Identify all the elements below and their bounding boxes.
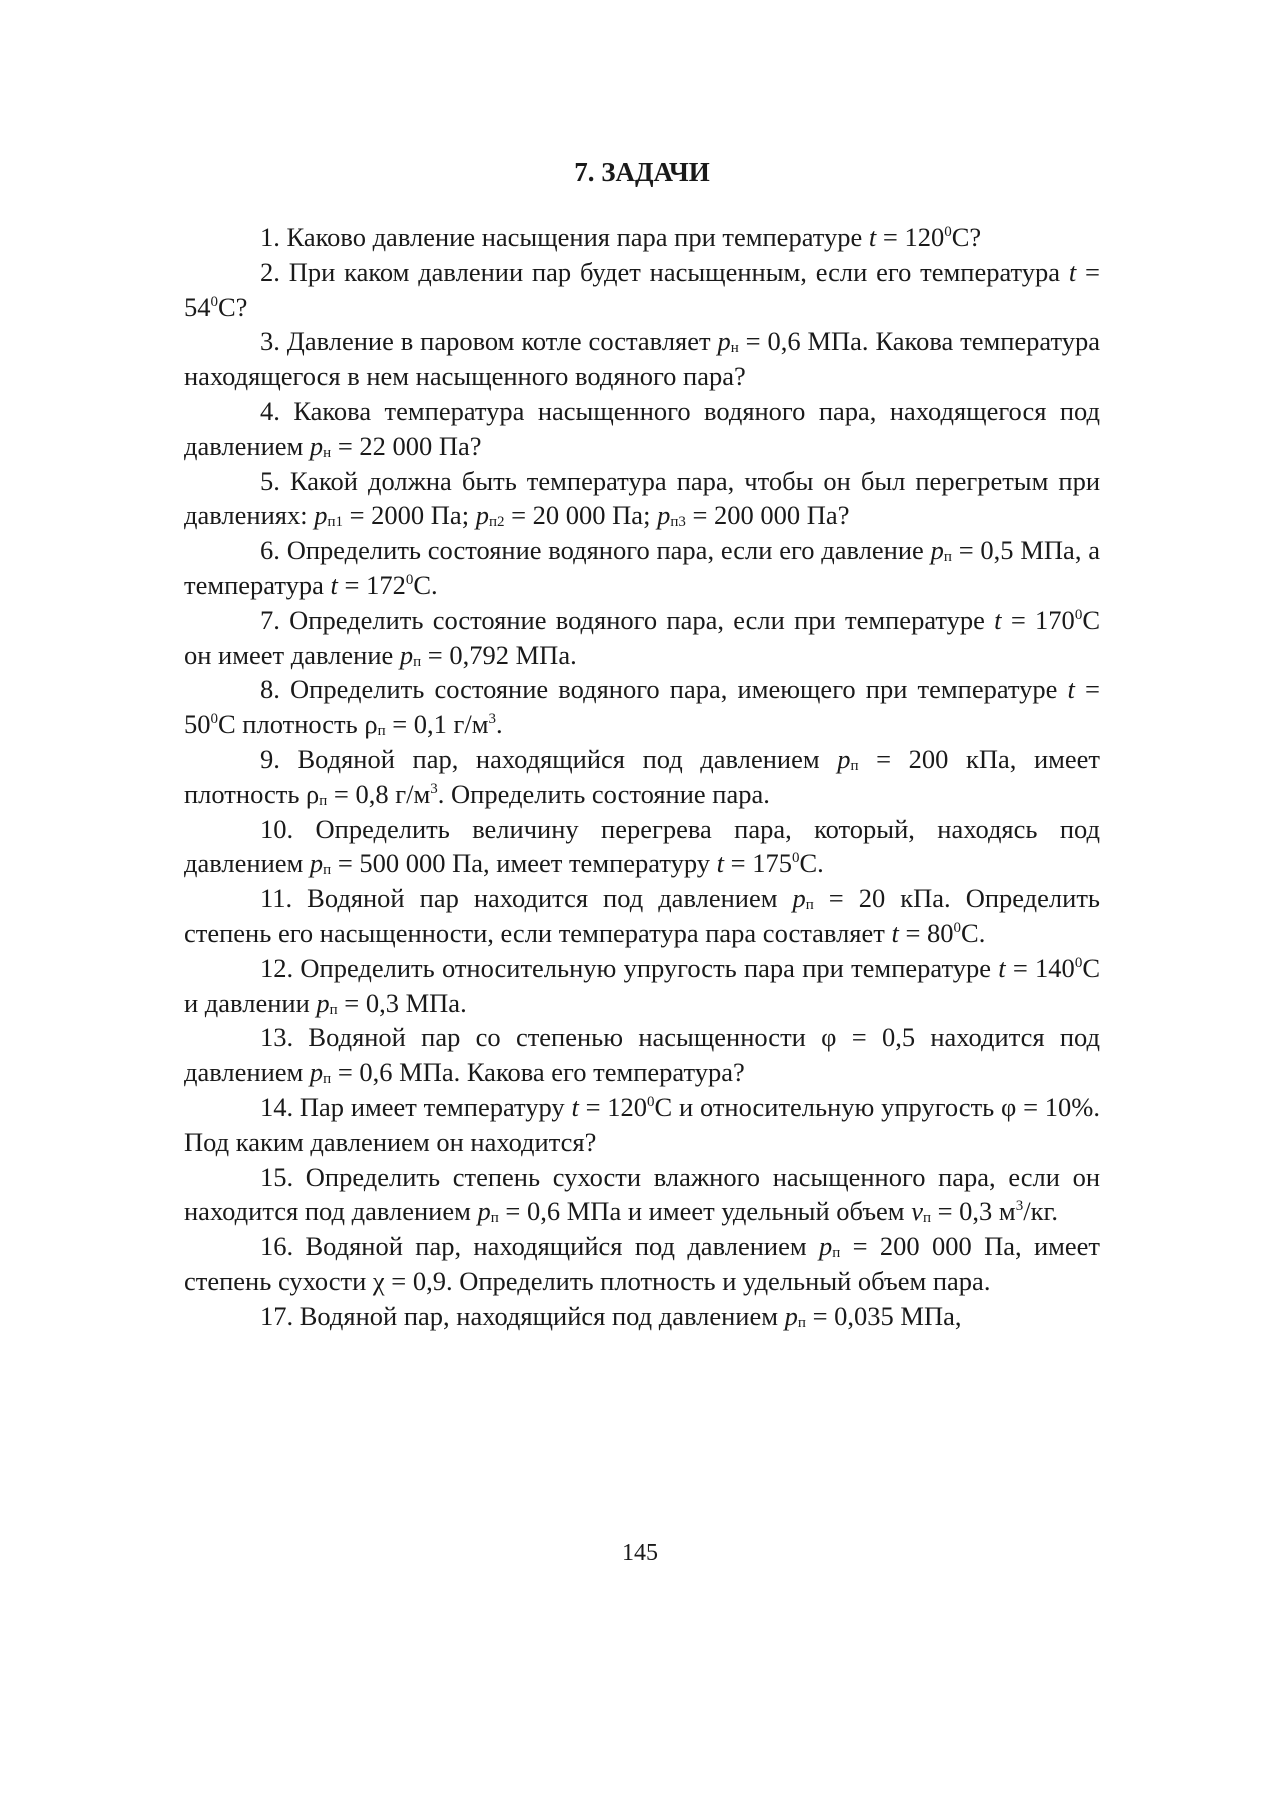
problem-number: 5. (260, 465, 280, 496)
problem-text: Какова температура насыщенного водяного пара, находящегося под давлением $p_н = 22$ 000 Па? (184, 395, 1100, 461)
problem-number: 15. (260, 1161, 294, 1192)
problem-text: Определить состояние водяного пара, имеющего при температуре $t = 50^0С$ плотность $\rho_п = 0,1$ $г/м^3$. (184, 674, 1100, 740)
problem-item-10 (184, 812, 1100, 882)
problem-text: Давление в паровом котле составляет $p_н = 0,6$ МПа. Какова температура находящегося в нем насыщенного водяного пара? (184, 326, 1100, 392)
problem-item-16 (184, 1229, 1100, 1299)
problem-text: Водяной пар, находящийся под давлением $p_п = 200$ 000 Па, имеет степень сухости χ = 0,9. Определить плотность и удельный объем пара. (184, 1231, 1100, 1296)
problem-number: 10. (260, 813, 294, 844)
problem-text: Водяной пар со степенью насыщенности φ = 0,5 находится под давлением $p_п = 0,6$ МПа. Какова его температура? (184, 1022, 1100, 1088)
problem-number: 12. (260, 952, 294, 983)
problem-number: 6. (260, 535, 280, 566)
problem-text: При каком давлении пар будет насыщенным, если его температура $t = 54^0С$? (184, 256, 1100, 322)
problem-text: Определить состояние водяного пара, если его давление $p_п = 0,5$ МПа, а температура $t = 172^0С$. (184, 535, 1101, 600)
problem-text: Водяной пар, находящийся под давлением $p_п = 200$ кПа, имеет плотность $\rho_п = 0,8$ $г/м^3$. Определить состояние пара. (184, 743, 1100, 809)
problem-text: Каково давление насыщения пара при температуре $t = 120^0С$? (286, 222, 982, 252)
problem-number: 2. (260, 256, 280, 287)
problem-list (184, 220, 1100, 1334)
problem-item-13 (184, 1020, 1100, 1090)
problem-text: Водяной пар, находящийся под давлением $p_п = 0,035$ МПа, (299, 1300, 962, 1331)
problem-item-3 (184, 324, 1100, 394)
problem-item-5 (184, 464, 1100, 534)
page-title: 7. ЗАДАЧИ (574, 157, 710, 187)
problem-number: 16. (260, 1231, 294, 1262)
problem-text: Определить состояние водяного пара, если при температуре $t = 170^0С$ он имеет давление $p_п = 0,792$ МПа. (184, 604, 1100, 670)
problem-item-12 (184, 951, 1100, 1021)
problem-text: Какой должна быть температура пара, чтобы он был перегретым при давлениях: $p_{п1} = 2000$ Па; $p_{п2} = 20$ 000 Па; $p_{п3} = 200$ 000 Па? (184, 465, 1100, 531)
problem-item-15 (184, 1160, 1100, 1230)
problem-item-7 (184, 603, 1100, 673)
problem-item-6 (184, 533, 1100, 603)
problem-number: 7. (260, 604, 280, 635)
problem-number: 11. (260, 883, 293, 914)
problem-text: Водяной пар находится под давлением $p_п = 20$ кПа. Определить степень его насыщенности, если температура пара составляет $t = 80^0С$. (184, 883, 1100, 948)
problem-item-17 (184, 1299, 1100, 1334)
problem-text: Пар имеет температуру $t = 120^0С$ и относительную упругость φ = 10%. Под каким давлением он находится? (184, 1091, 1100, 1157)
problem-item-9 (184, 742, 1100, 812)
problem-text: Определить степень сухости влажного насыщенного пара, если он находится под давлением $p_п = 0,6$ МПа и имеет удельный объем $v_п = 0,3$ $м^3/кг$. (184, 1161, 1101, 1227)
problem-number: 4. (260, 395, 280, 426)
problem-text: Определить величину перегрева пара, который, находясь под давлением $p_п = 500$ 000 Па, имеет температуру $t = 175^0С$. (184, 813, 1100, 879)
problem-item-2 (184, 255, 1100, 325)
problem-item-4 (184, 394, 1100, 464)
problem-item-14 (184, 1090, 1100, 1160)
problem-text: Определить относительную упругость пара при температуре $t = 140^0С$ и давлении $p_п = 0,3$ МПа. (184, 952, 1100, 1018)
problem-number: 13. (260, 1022, 294, 1053)
page-content (184, 150, 1100, 1334)
problem-number: 8. (260, 674, 280, 705)
page-number: 145 (622, 1540, 658, 1566)
problem-number: 17. (260, 1300, 294, 1331)
problem-item-8 (184, 672, 1100, 742)
problem-number: 1. (260, 222, 280, 252)
problem-number: 3. (260, 326, 280, 357)
problem-number: 9. (260, 743, 280, 774)
problem-item-1 (184, 220, 1100, 255)
problem-number: 14. (260, 1091, 294, 1122)
problem-item-11 (184, 881, 1100, 951)
